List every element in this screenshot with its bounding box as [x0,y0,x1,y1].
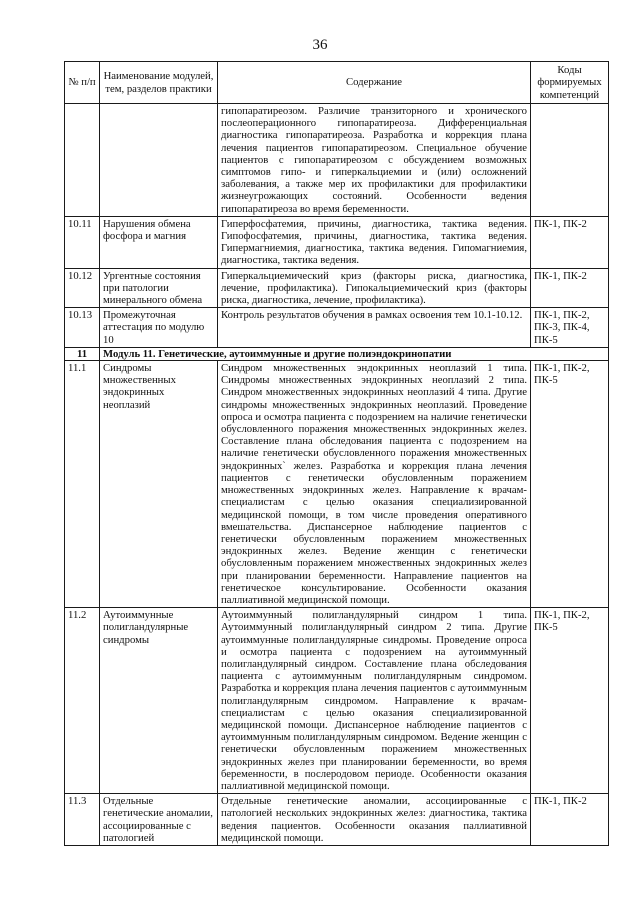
row-num: 11.2 [65,608,100,794]
module-title: Модуль 11. Генетические, аутоиммунные и другие полиэндокринопатии [100,347,609,360]
row-content: Отдельные генетические аномалии, ассоциированные с патологией нескольких эндокринных желез: диагностика, тактика ведения пациентов. Особенности оказания паллиативной медицинской помощи. [218,794,531,846]
table-row [65,308,609,348]
table-row [65,216,609,268]
row-name: Нарушения обмена фосфора и магния [100,216,218,268]
row-num: 10.12 [65,268,100,308]
page-number: 36 [312,37,328,53]
header-codes: Коды формируемых компетенций [531,62,609,104]
row-codes: ПК-1, ПК-2 [531,216,609,268]
row-codes: ПК-1, ПК-2 [531,268,609,308]
header-content: Содержание [218,62,531,104]
row-codes: ПК-1, ПК-2 [531,794,609,846]
row-codes: ПК-1, ПК-2, ПК-5 [531,361,609,608]
table-row [65,104,609,217]
row-name: Ургентные состояния при патологии минерального обмена [100,268,218,308]
row-codes: ПК-1, ПК-2, ПК-3, ПК-4, ПК-5 [531,308,609,348]
row-codes: ПК-1, ПК-2, ПК-5 [531,608,609,794]
row-num: 10.11 [65,216,100,268]
row-content: Аутоиммунный полигландулярный синдром 1 типа. Аутоиммунный полигландулярный синдром 2 типа. Другие аутоиммунные полигландулярные синдромы. Проведение опроса и осмотра пациента с подозрением на аутоиммунный полигландулярный синдром. Составление плана обследования пациента с аутоиммунным полигландулярным синдромом. Разработка и коррекция плана лечения пациентов с аутоиммунным полигландулярным синдромом. Направление к врачам-специалистам с целью оказания специализированной медицинской помощи. Диспансерное наблюдение пациентов с аутоиммунным полигландулярным синдромом. Ведение женщин с генетически обусловленным поражением множественных эндокринных желез при планировании беременности, во время беременности, в послеродовом периоде. Особенности оказания паллиативной медицинской помощи. [218,608,531,794]
row-content: Синдром множественных эндокринных неоплазий 1 типа. Синдромы множественных эндокринных неоплазий 2 типа. Синдром множественных эндокринных неоплазий 4 типа. Другие синдромы множественных эндокринных неоплазий. Проведение опроса и осмотра пациента с подозрением на наличие генетически обусловленного поражения множественных эндокринных желез. Составление плана обследования пациента с подозрением на наличие генетически обусловленного поражения множественных эндокринных` желез. Разработка и коррекция плана лечения пациентов с генетически обусловленным поражением множественных эндокринных желез. Направление к врачам-специалистам с целью оказания специализированной медицинской помощи, в том числе проведения оперативного вмешательства. Диспансерное наблюдение пациентов с генетически обусловленным поражением множественных эндокринных желез. Ведение женщин с генетически обусловленным поражением множественных эндокринных желез при планировании беременности. Направление пациентов на генетическое консультирование. Особенности оказания паллиативной медицинской помощи. [218,361,531,608]
table-row [65,794,609,846]
row-content: Гиперфосфатемия, причины, диагностика, тактика ведения. Гипофосфатемия, причины, диагностика, тактика ведения. Гипермагниемия, диагностика, тактика ведения. Гипомагниемия, диагностика, тактика ведения. [218,216,531,268]
row-num: 11.3 [65,794,100,846]
table-header-row [65,62,609,104]
row-name: Отдельные генетические аномалии, ассоциированные с патологией [100,794,218,846]
row-name [100,104,218,217]
row-name: Аутоиммунные полигландулярные синдромы [100,608,218,794]
table-row [65,361,609,608]
row-content: Контроль результатов обучения в рамках освоения тем 10.1-10.12. [218,308,531,348]
header-num: № п/п [65,62,100,104]
row-num: 10.13 [65,308,100,348]
row-content: Гиперкальциемический криз (факторы риска, диагностика, лечение, профилактика). Гипокальциемический криз (факторы риска, диагностика, лечение, профилактика). [218,268,531,308]
module-row [65,347,609,360]
row-num [65,104,100,217]
row-codes [531,104,609,217]
module-num: 11 [65,347,100,360]
row-content: гипопаратиреозом. Различие транзиторного и хронического послеоперационного гипопаратиреоза. Дифференциальная диагностика гипопаратиреоза. Разработка и коррекция плана лечения пациентов гипопаратиреозом. Специальное обучение пациентов с гипопаратиреозом с обсуждением возможных симптомов гипо- и гиперкальциемии и (или) осложнений заболевания, а также мер их профилактики для профилактики жизнеугрожающих состояний. Особенности ведения гипопаратиреоза во время беременности. [218,104,531,217]
curriculum-table [64,61,609,846]
row-num: 11.1 [65,361,100,608]
table-row [65,608,609,794]
header-name: Наименование модулей, тем, разделов практики [100,62,218,104]
row-name: Промежуточная аттестация по модулю 10 [100,308,218,348]
table-row [65,268,609,308]
row-name: Синдромы множественных эндокринных неоплазий [100,361,218,608]
